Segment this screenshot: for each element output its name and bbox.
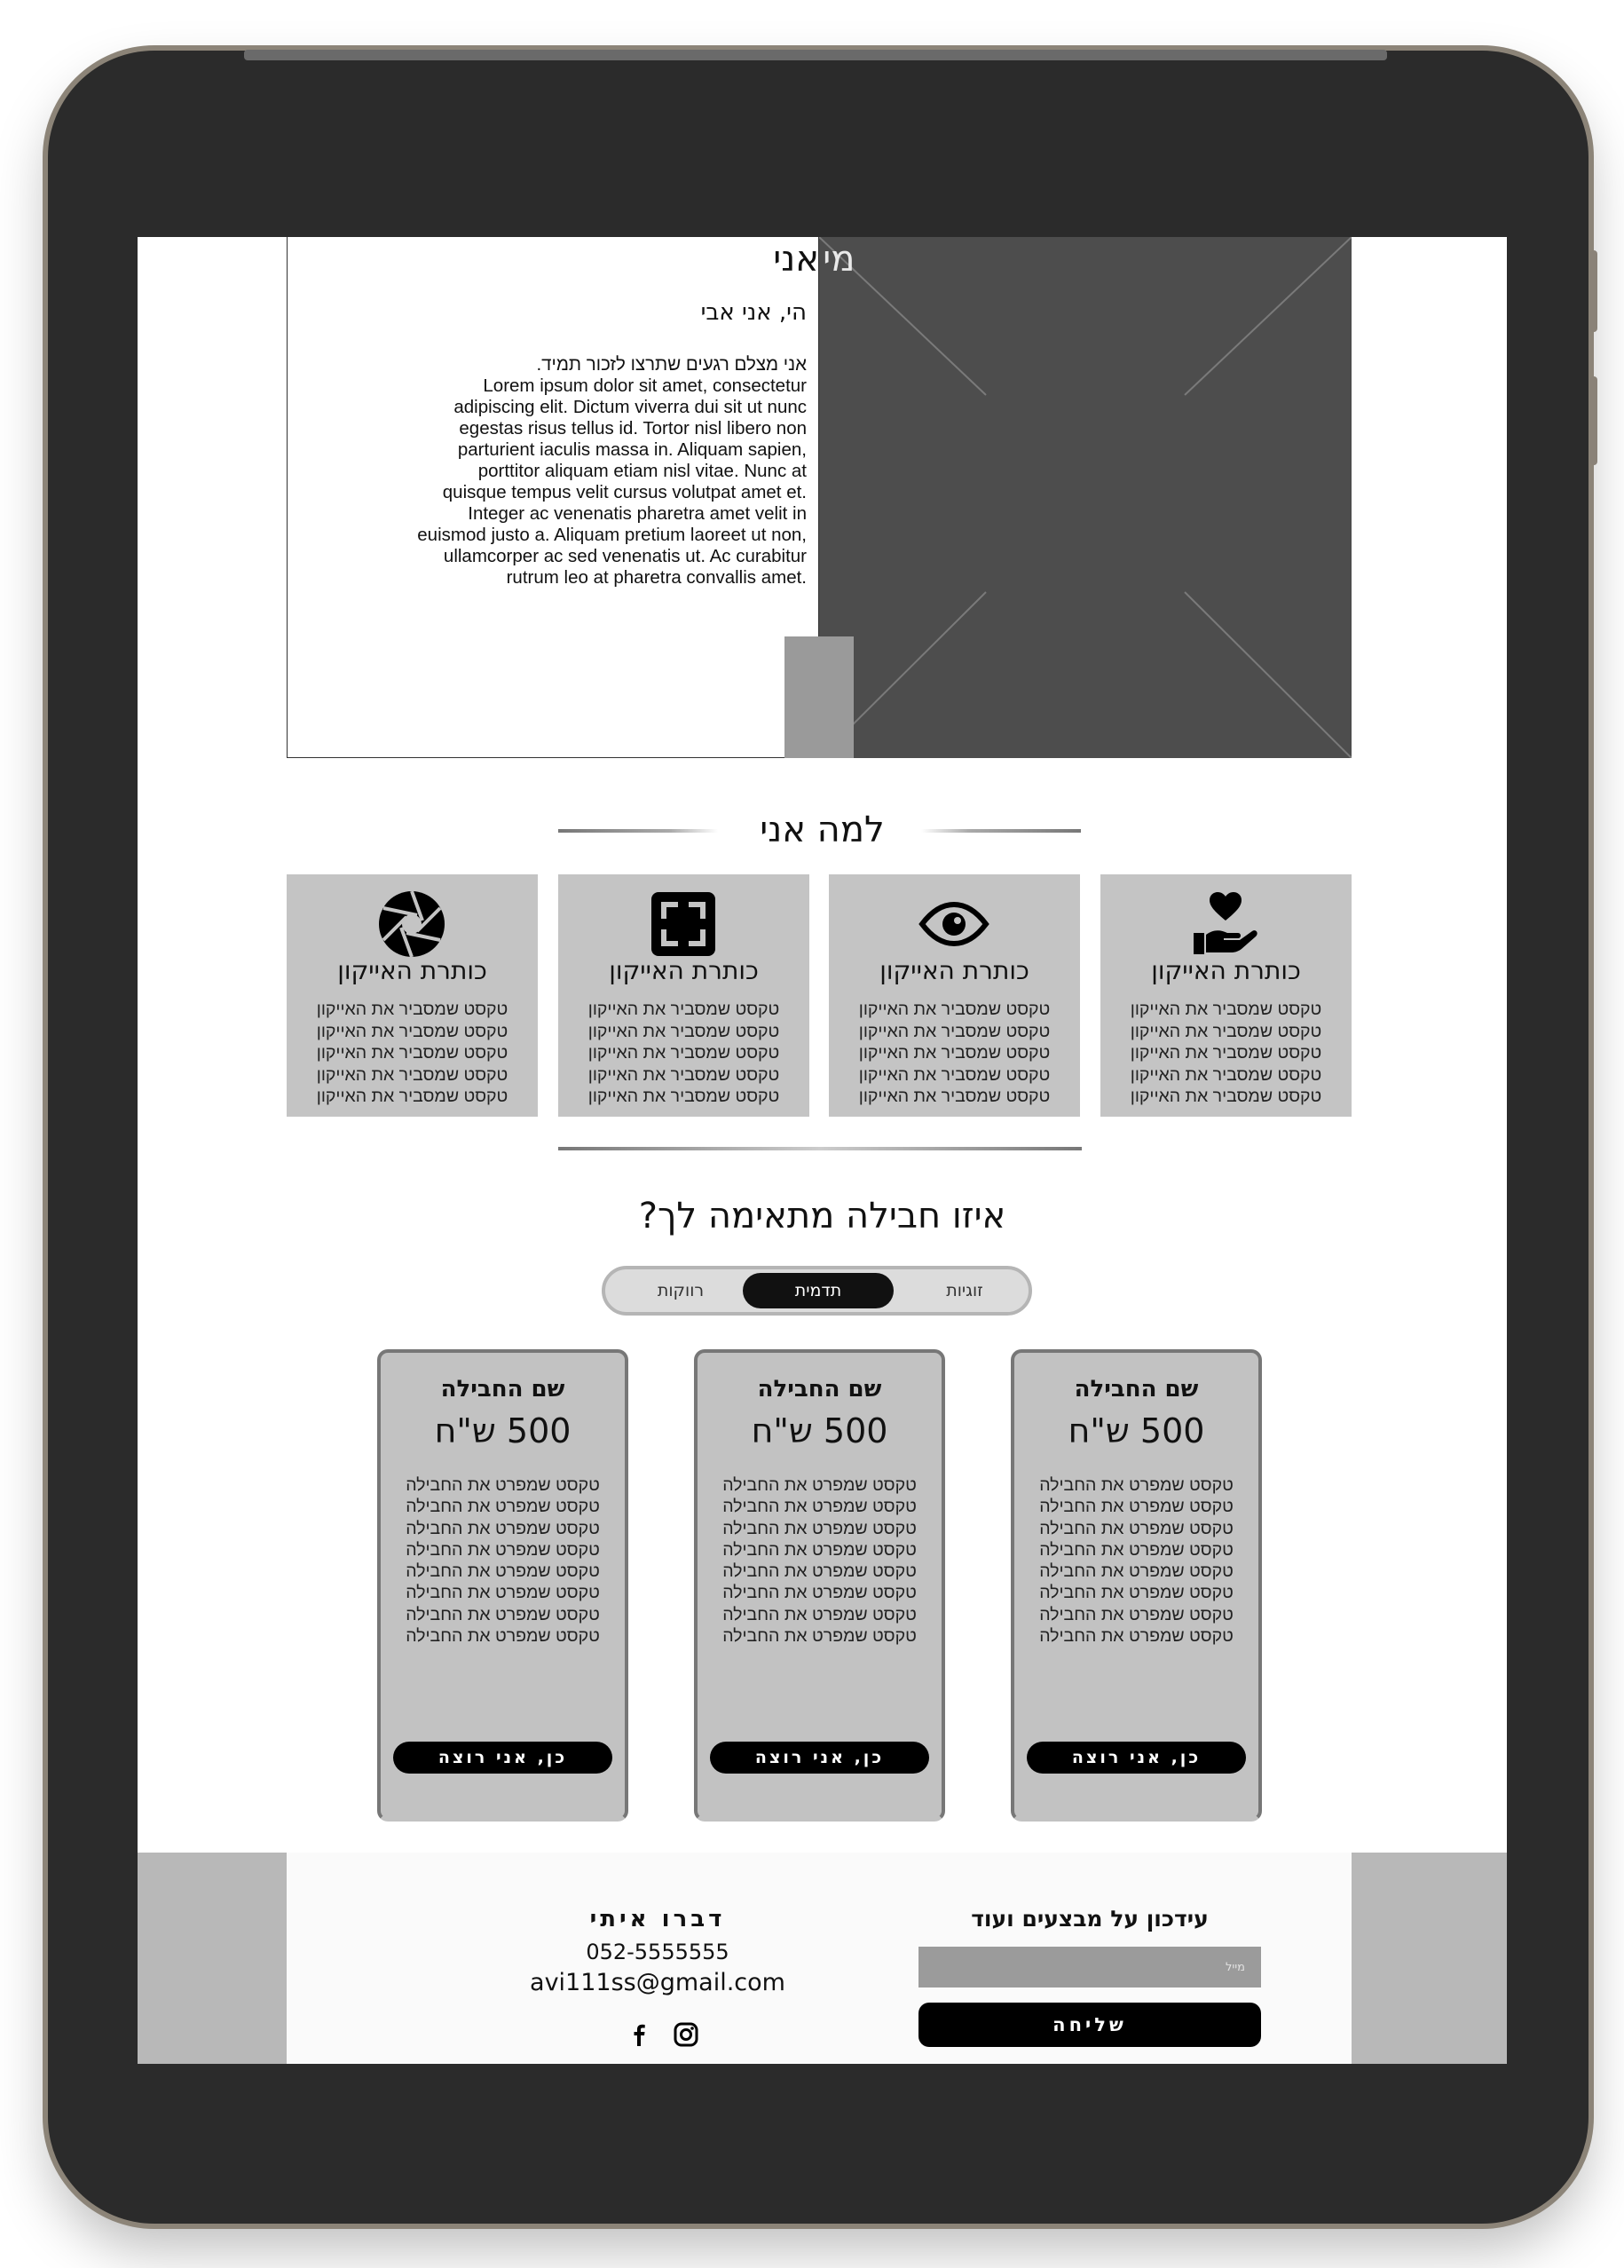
- package-card: [694, 1349, 945, 1822]
- device-side-button: [1590, 376, 1597, 465]
- about-line: Lorem ipsum dolor sit amet, consectetur: [483, 375, 807, 396]
- contact-phone[interactable]: 052-5555555: [586, 1940, 729, 1964]
- about-title-accent: מי: [823, 239, 855, 280]
- feature-text-line: טקסט שמסביר את האייקון: [858, 1087, 1051, 1106]
- feature-text-line: טקסט שמסביר את האייקון: [858, 1064, 1051, 1085]
- feature-text-line: טקסט שמסביר את האייקון: [1130, 1021, 1322, 1041]
- package-desc-line: טקסט שמפרט את החבילה: [1039, 1475, 1234, 1495]
- website-screen: [138, 237, 1507, 2064]
- feature-text-line: טקסט שמסביר את האייקון: [316, 1043, 508, 1063]
- feature-text: [306, 999, 518, 1108]
- package-desc-line: טקסט שמפרט את החבילה: [722, 1497, 917, 1517]
- newsletter-send-button[interactable]: שליחה: [918, 2003, 1261, 2047]
- newsletter-title: עידכון על מבצעים ועוד: [971, 1906, 1209, 1932]
- package-name: שם החבילה: [1074, 1376, 1199, 1403]
- package-name: שם החבילה: [757, 1376, 882, 1403]
- about-decor-block: [784, 636, 854, 758]
- about-intro: אני מצלם רגעים שתרצו לזכור תמיד.: [536, 354, 807, 375]
- package-desc-line: טקסט שמפרט את החבילה: [722, 1539, 917, 1560]
- feature-title: כותרת האייקון: [879, 956, 1029, 985]
- package-desc-line: טקסט שמפרט את החבילה: [1039, 1583, 1234, 1603]
- tab-couples[interactable]: זוגיות: [946, 1281, 983, 1300]
- package-desc-line: טקסט שמפרט את החבילה: [1039, 1604, 1234, 1624]
- fullscreen-icon: [648, 889, 719, 960]
- about-line: parturient iaculis massa in. Aliquam sapien,: [457, 439, 807, 460]
- package-desc-line: טקסט שמפרט את החבילה: [406, 1583, 600, 1603]
- package-description: [706, 1474, 933, 1647]
- package-category-toggle: [602, 1266, 1032, 1316]
- package-desc-line: טקסט שמפרט את החבילה: [1039, 1518, 1234, 1538]
- about-body: [363, 354, 807, 589]
- aperture-icon: [376, 889, 447, 960]
- package-description: [390, 1474, 616, 1647]
- tab-profile[interactable]: תדמית: [743, 1273, 894, 1308]
- feature-text-line: טקסט שמסביר את האייקון: [1130, 1087, 1322, 1106]
- about-line: ullamcorper ac sed venenatis ut. Ac curabitur: [443, 546, 807, 566]
- contact-title: דברו איתי: [589, 1906, 726, 1932]
- feature-text-line: טקסט שמסביר את האייקון: [587, 1021, 780, 1041]
- feature-text-line: טקסט שמסביר את האייקון: [858, 1021, 1051, 1041]
- contact-email[interactable]: avi111ss@gmail.com: [530, 1969, 785, 1996]
- instagram-icon[interactable]: [673, 2021, 699, 2048]
- package-name: שם החבילה: [440, 1376, 565, 1403]
- packages-title: איזו חבילה מתאימה לך?: [638, 1196, 1006, 1237]
- feature-title: כותרת האייקון: [609, 956, 759, 985]
- feature-card: [829, 874, 1080, 1117]
- feature-text-line: טקסט שמסביר את האייקון: [1130, 1000, 1322, 1019]
- feature-title: כותרת האייקון: [1151, 956, 1301, 985]
- package-desc-line: טקסט שמפרט את החבילה: [406, 1497, 600, 1517]
- about-line: rutrum leo at pharetra convallis amet.: [506, 567, 807, 588]
- package-desc-line: טקסט שמפרט את החבילה: [406, 1518, 600, 1538]
- package-desc-line: טקסט שמפרט את החבילה: [722, 1626, 917, 1647]
- package-desc-line: טקסט שמפרט את החבילה: [406, 1561, 600, 1582]
- choose-package-button[interactable]: כן, אני רוצה: [393, 1742, 612, 1774]
- about-line: adipiscing elit. Dictum viverra dui sit ut nunc: [453, 397, 807, 417]
- feature-text-line: טקסט שמסביר את האייקון: [587, 1000, 780, 1019]
- about-line: euismod justo a. Aliquam pretium laoreet ut non,: [417, 525, 807, 545]
- why-title: למה אני: [760, 810, 885, 850]
- about-photo-placeholder: [819, 237, 1352, 758]
- feature-card: [558, 874, 809, 1117]
- eye-icon: [918, 889, 989, 960]
- about-line: porttitor aliquam etiam nisl vitae. Nunc at: [477, 461, 807, 481]
- package-desc-line: טקסט שמפרט את החבילה: [1039, 1497, 1234, 1517]
- feature-text-line: טקסט שמסביר את האייקון: [1130, 1043, 1322, 1063]
- feature-text-line: טקסט שמסביר את האייקון: [1130, 1064, 1322, 1085]
- feature-card: [287, 874, 538, 1117]
- choose-package-button[interactable]: כן, אני רוצה: [710, 1742, 929, 1774]
- newsletter-email-input[interactable]: [918, 1947, 1261, 1987]
- heart-hand-icon: [1190, 889, 1261, 960]
- tab-bachelorette[interactable]: רווקות: [657, 1281, 705, 1300]
- package-desc-line: טקסט שמפרט את החבילה: [406, 1539, 600, 1560]
- package-desc-line: טקסט שמפרט את החבילה: [406, 1626, 600, 1647]
- package-description: [1023, 1474, 1250, 1647]
- footer-side-panel: [138, 1853, 287, 2064]
- feature-text-line: טקסט שמסביר את האייקון: [587, 1064, 780, 1085]
- feature-text-line: טקסט שמסביר את האייקון: [316, 1000, 508, 1019]
- feature-text-line: טקסט שמסביר את האייקון: [316, 1087, 508, 1106]
- image-placeholder-icon: [819, 237, 1352, 758]
- package-desc-line: טקסט שמפרט את החבילה: [722, 1583, 917, 1603]
- feature-text: [578, 999, 790, 1108]
- package-desc-line: טקסט שמפרט את החבילה: [722, 1561, 917, 1582]
- package-desc-line: טקסט שמפרט את החבילה: [406, 1475, 600, 1495]
- about-title: [773, 239, 855, 280]
- feature-text-line: טקסט שמסביר את האייקון: [587, 1043, 780, 1063]
- about-title-word: אני: [773, 239, 819, 280]
- feature-text-line: טקסט שמסביר את האייקון: [858, 1043, 1051, 1063]
- device-volume-button: [1590, 250, 1597, 332]
- feature-text-line: טקסט שמסביר את האייקון: [858, 1000, 1051, 1019]
- package-card: [377, 1349, 628, 1822]
- package-desc-line: טקסט שמפרט את החבילה: [722, 1604, 917, 1624]
- feature-text-line: טקסט שמסביר את האייקון: [587, 1087, 780, 1106]
- feature-card: [1100, 874, 1352, 1117]
- feature-text-line: טקסט שמסביר את האייקון: [316, 1021, 508, 1041]
- footer-side-panel: [1352, 1853, 1507, 2064]
- feature-title: כותרת האייקון: [337, 956, 487, 985]
- about-line: Integer ac venenatis pharetra amet velit in: [468, 503, 807, 524]
- about-line: egestas risus tellus id. Tortor nisl libero non: [459, 418, 807, 439]
- about-greeting: הי, אני אבי: [700, 299, 807, 326]
- footer: [138, 1853, 1507, 2064]
- feature-text-line: טקסט שמסביר את האייקון: [316, 1064, 508, 1085]
- choose-package-button[interactable]: כן, אני רוצה: [1027, 1742, 1246, 1774]
- package-price: 500 ש"ח: [1068, 1411, 1205, 1450]
- package-desc-line: טקסט שמפרט את החבילה: [1039, 1626, 1234, 1647]
- package-price: 500 ש"ח: [751, 1411, 888, 1450]
- divider-line: [558, 1147, 1082, 1150]
- feature-text: [848, 999, 1060, 1108]
- package-desc-line: טקסט שמפרט את החבילה: [1039, 1561, 1234, 1582]
- feature-text: [1120, 999, 1332, 1108]
- device-top-edge: [244, 50, 1387, 60]
- package-desc-line: טקסט שמפרט את החבילה: [1039, 1539, 1234, 1560]
- package-desc-line: טקסט שמפרט את החבילה: [722, 1475, 917, 1495]
- package-desc-line: טקסט שמפרט את החבילה: [722, 1518, 917, 1538]
- package-card: [1011, 1349, 1262, 1822]
- facebook-icon[interactable]: [626, 2021, 652, 2048]
- package-price: 500 ש"ח: [434, 1411, 572, 1450]
- package-desc-line: טקסט שמפרט את החבילה: [406, 1604, 600, 1624]
- about-line: quisque tempus velit cursus volutpat amet et.: [442, 482, 807, 502]
